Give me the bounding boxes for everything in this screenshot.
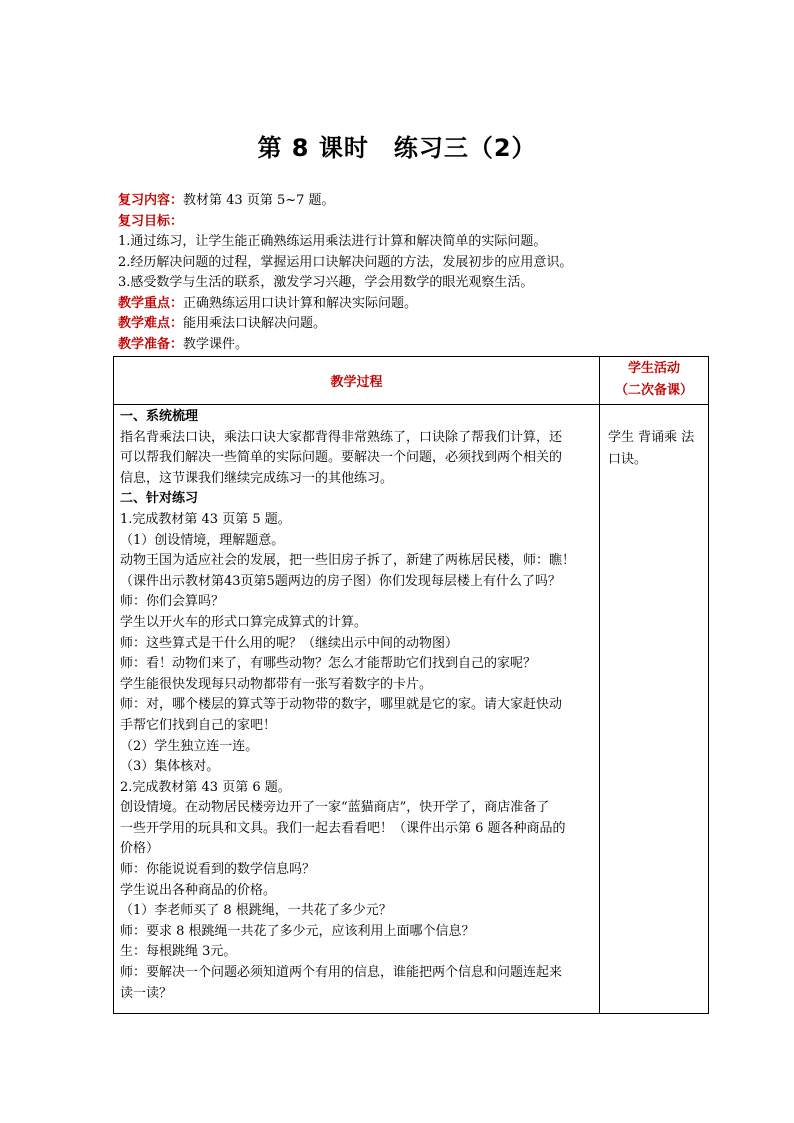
goal-item: 1.通过练习，让学生能正确熟练运用乘法进行计算和解决简单的实际问题。 [118, 234, 547, 249]
process-line: 动物王国为适应社会的发展，把一些旧房子拆了，新建了两栋居民楼，师：瞧！ [120, 553, 576, 569]
process-line: 读一读？ [120, 985, 173, 1001]
student-activity-header [600, 357, 709, 405]
goal-item: 3.感受数学与生活的联系，激发学习兴趣，学会用数学的眼光观察生活。 [118, 275, 534, 290]
key-point-text: 正确熟练运用口诀计算和解决实际问题。 [183, 295, 418, 311]
prep-label: 教学准备： [118, 336, 184, 352]
process-line: 创设情境。在动物居民楼旁边开了一家“蓝猫商店”，快开学了，商店准备了 [120, 800, 550, 816]
review-goal-row [118, 212, 718, 233]
student-activity-header-line2: （二次备课） [614, 383, 693, 398]
review-content-text: 教材第 43 页第 5~7 题。 [183, 193, 335, 208]
goal-item: 2.经历解决问题的过程，掌握运用口诀解决问题的方法，发展初步的应用意识。 [118, 254, 573, 270]
process-line: 2.完成教材第 43 页第 6 题。 [120, 779, 291, 795]
student-activity-line: 口诀。 [608, 452, 648, 467]
prep-text: 教学课件。 [183, 336, 249, 352]
process-line: 手帮它们找到自己的家吧！ [120, 717, 277, 733]
process-line: 学生以开火车的形式口算完成算式的计算。 [120, 614, 368, 630]
page-title: 第 8 课时 练习三（2） [257, 134, 537, 162]
process-line: 师：这些算式是干什么用的呢？（继续出示中间的动物图） [120, 635, 459, 651]
process-cell [114, 405, 600, 1014]
process-line: 师：看！动物们来了，有哪些动物？怎么才能帮助它们找到自己的家呢？ [120, 656, 537, 672]
key-point-label: 教学重点： [118, 295, 184, 311]
process-line: 指名背乘法口诀，乘法口诀大家都背得非常熟练了，口诀除了帮我们计算，还 [120, 429, 563, 445]
table-body-row [114, 405, 709, 1014]
review-content-label: 复习内容： [118, 193, 184, 208]
process-line: 师：你们会算吗？ [120, 594, 225, 610]
process-line: （课件出示教材第43页第5题两边的房子图）你们发现每层楼上有什么了吗？ [120, 573, 561, 589]
review-content-row [118, 191, 718, 212]
process-header: 教学过程 [114, 357, 600, 405]
student-activity-line: 学生 背诵乘 法 [608, 430, 695, 445]
process-line: 可以帮我们解决一些简单的实际问题。要解决一个问题，必须找到两个相关的 [120, 450, 563, 466]
section-heading: 二、针对练习 [120, 491, 199, 507]
process-line: 1.完成教材第 43 页第 5 题。 [120, 511, 291, 527]
student-activity-header-line1: 学生活动 [627, 361, 680, 376]
process-line: （1）创设情境，理解题意。 [120, 532, 285, 548]
process-line: 学生说出各种商品的价格。 [120, 882, 277, 898]
lesson-meta [118, 191, 718, 355]
process-line: 价格） [120, 841, 160, 857]
key-point-row [118, 294, 718, 315]
process-line: 师：要解决一个问题必须知道两个有用的信息，谁能把两个信息和问题连起来 [120, 965, 563, 981]
process-line: 师：对，哪个楼层的算式等于动物带的数字，哪里就是它的家。请大家赶快动 [120, 697, 563, 713]
table-header-row [114, 357, 709, 405]
lesson-plan-table [113, 356, 709, 1014]
process-line: 生：每根跳绳 3元。 [120, 944, 237, 960]
prep-row [118, 335, 718, 356]
difficulty-label: 教学难点： [118, 316, 184, 331]
process-line: 信息，这节课我们继续完成练习一的其他练习。 [120, 470, 394, 486]
process-line: （3）集体核对。 [120, 759, 220, 775]
process-line: 学生能很快发现每只动物都带有一张写着数字的卡片。 [120, 676, 433, 692]
student-activity-cell [600, 405, 709, 1014]
difficulty-row [118, 314, 718, 335]
process-line: 师：你能说说看到的数学信息吗？ [120, 862, 316, 878]
process-line: 一些开学用的玩具和文具。我们一起去看看吧！（课件出示第 6 题各种商品的 [120, 820, 566, 836]
process-line: （2）学生独立连一连。 [120, 738, 259, 754]
process-line: （1）李老师买了 8 根跳绳，一共花了多少元？ [120, 903, 392, 919]
process-line: 师：要求 8 根跳绳一共花了多少元，应该利用上面哪个信息？ [120, 923, 475, 939]
review-goal-label: 复习目标： [118, 213, 184, 229]
difficulty-text: 能用乘法口诀解决问题。 [183, 316, 327, 331]
section-heading: 一、系统梳理 [120, 409, 199, 424]
